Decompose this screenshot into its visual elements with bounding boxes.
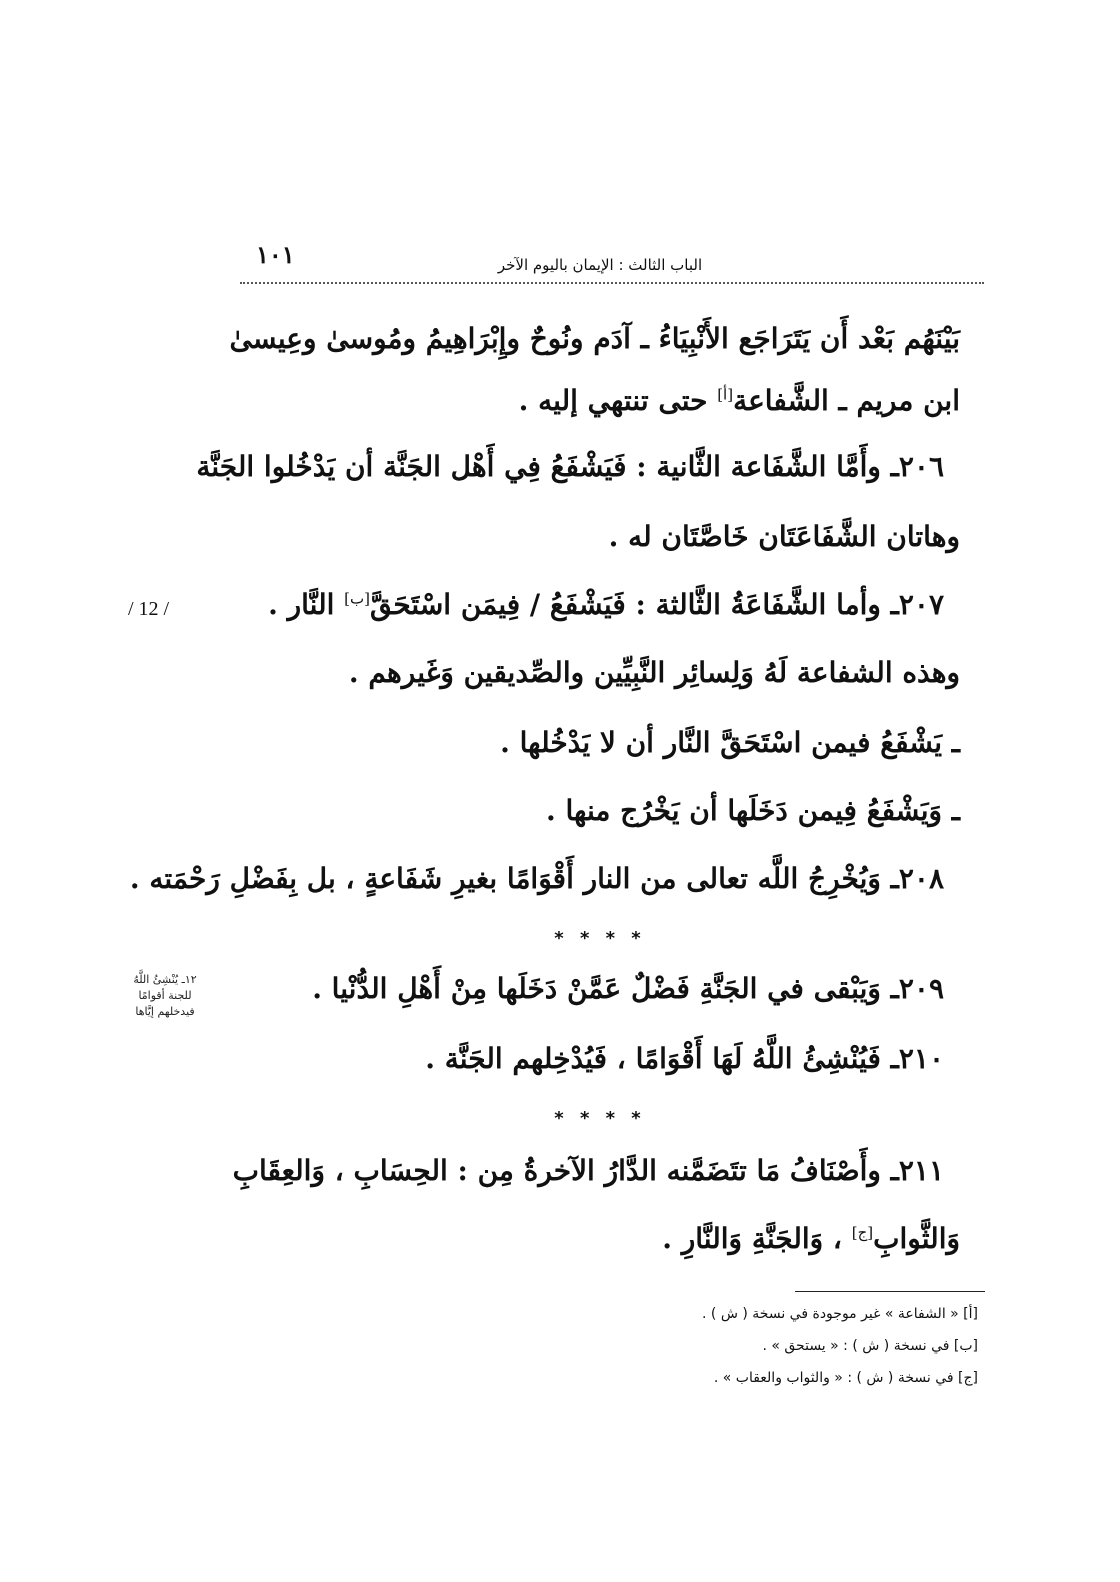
footnote: [ج] في نسخة ( ش ) : « والثواب والعقاب » . <box>713 1370 978 1386</box>
text-line: ابن مريم ـ الشَّفاعة[أ] حتى تنتهي إليه . <box>518 384 960 417</box>
paragraph-208: ٢٠٨ـ وَيُخْرِجُ اللَّه تعالى من النار أَقْوَامًا بغيرِ شَفَاعةٍ ، بل بِفَضْلِ رَحْمَته . <box>129 862 944 895</box>
text-line: وهذه الشفاعة لَهُ وَلِسائِر النَّبِيِّين والصِّديقين وَغَيرهم . <box>348 656 960 689</box>
text-line: بَيْنَهُم بَعْد أَن يَتَرَاجَع الأَنْبِيَاءُ ـ آدَم ونُوحٌ وإِبْرَاهِيمُ ومُوسىٰ وعِيسىٰ <box>229 322 960 355</box>
manuscript-folio-marker: / 12 / <box>128 598 170 620</box>
paragraph-207: ٢٠٧ـ وأما الشَّفَاعَةُ الثَّالثة : فَيَشْفَعُ / فِيمَن اسْتَحَقَّ[ب] النَّار . <box>268 588 944 621</box>
footnote-marker: [ج] <box>851 1223 874 1242</box>
footnote-divider <box>795 1291 985 1292</box>
footnote: [ب] في نسخة ( ش ) : « يستحق » . <box>762 1338 978 1354</box>
paragraph-206: ٢٠٦ـ وأَمَّا الشَّفَاعة الثَّانية : فَيَشْفَعُ فِي أَهْل الجَنَّة أن يَدْخُلوا الجَنَّة <box>196 450 944 483</box>
section-separator: * * * * <box>554 1108 646 1129</box>
margin-note: ١٢ـ يُنْشِئُ اللَّهُ للجنة أقوامًا فيدخلهم إيَّاها <box>133 973 197 1018</box>
paragraph-211: ٢١١ـ وأَصْنَافُ مَا تتَضَمَّنه الدَّارُ الآخرةُ مِن : الحِسَابِ ، وَالعِقَابِ <box>232 1154 944 1187</box>
running-header-title: الباب الثالث : الإيمان باليوم الآخر <box>497 256 703 274</box>
header-divider <box>240 282 984 284</box>
footnote-marker: [أ] <box>717 385 734 404</box>
page-number: ١٠١ <box>256 240 295 269</box>
text-line: وَالثَّوابِ[ج] ، وَالجَنَّةِ وَالنَّارِ . <box>662 1222 960 1255</box>
footnote: [أ] « الشفاعة » غير موجودة في نسخة ( ش ) . <box>702 1306 978 1322</box>
paragraph-209: ٢٠٩ـ وَيَبْقى في الجَنَّةِ فَضْلٌ عَمَّنْ دَخَلَها مِنْ أَهْلِ الدُّنْيا . <box>312 972 944 1005</box>
text-line: وهاتان الشَّفَاعَتَان خَاصَّتَان له . <box>608 520 960 553</box>
paragraph-210: ٢١٠ـ فَيُنْشِئُ اللَّهُ لَهَا أَقْوَامًا ، فَيُدْخِلهم الجَنَّة . <box>425 1042 944 1075</box>
text-line: ـ يَشْفَعُ فيمن اسْتَحَقَّ النَّار أن لا يَدْخُلها . <box>500 726 960 759</box>
footnote-marker: [ب] <box>344 589 370 608</box>
section-separator: * * * * <box>554 928 646 949</box>
text-line: ـ وَيَشْفَعُ فِيمن دَخَلَها أن يَخْرُج منها . <box>546 794 960 827</box>
